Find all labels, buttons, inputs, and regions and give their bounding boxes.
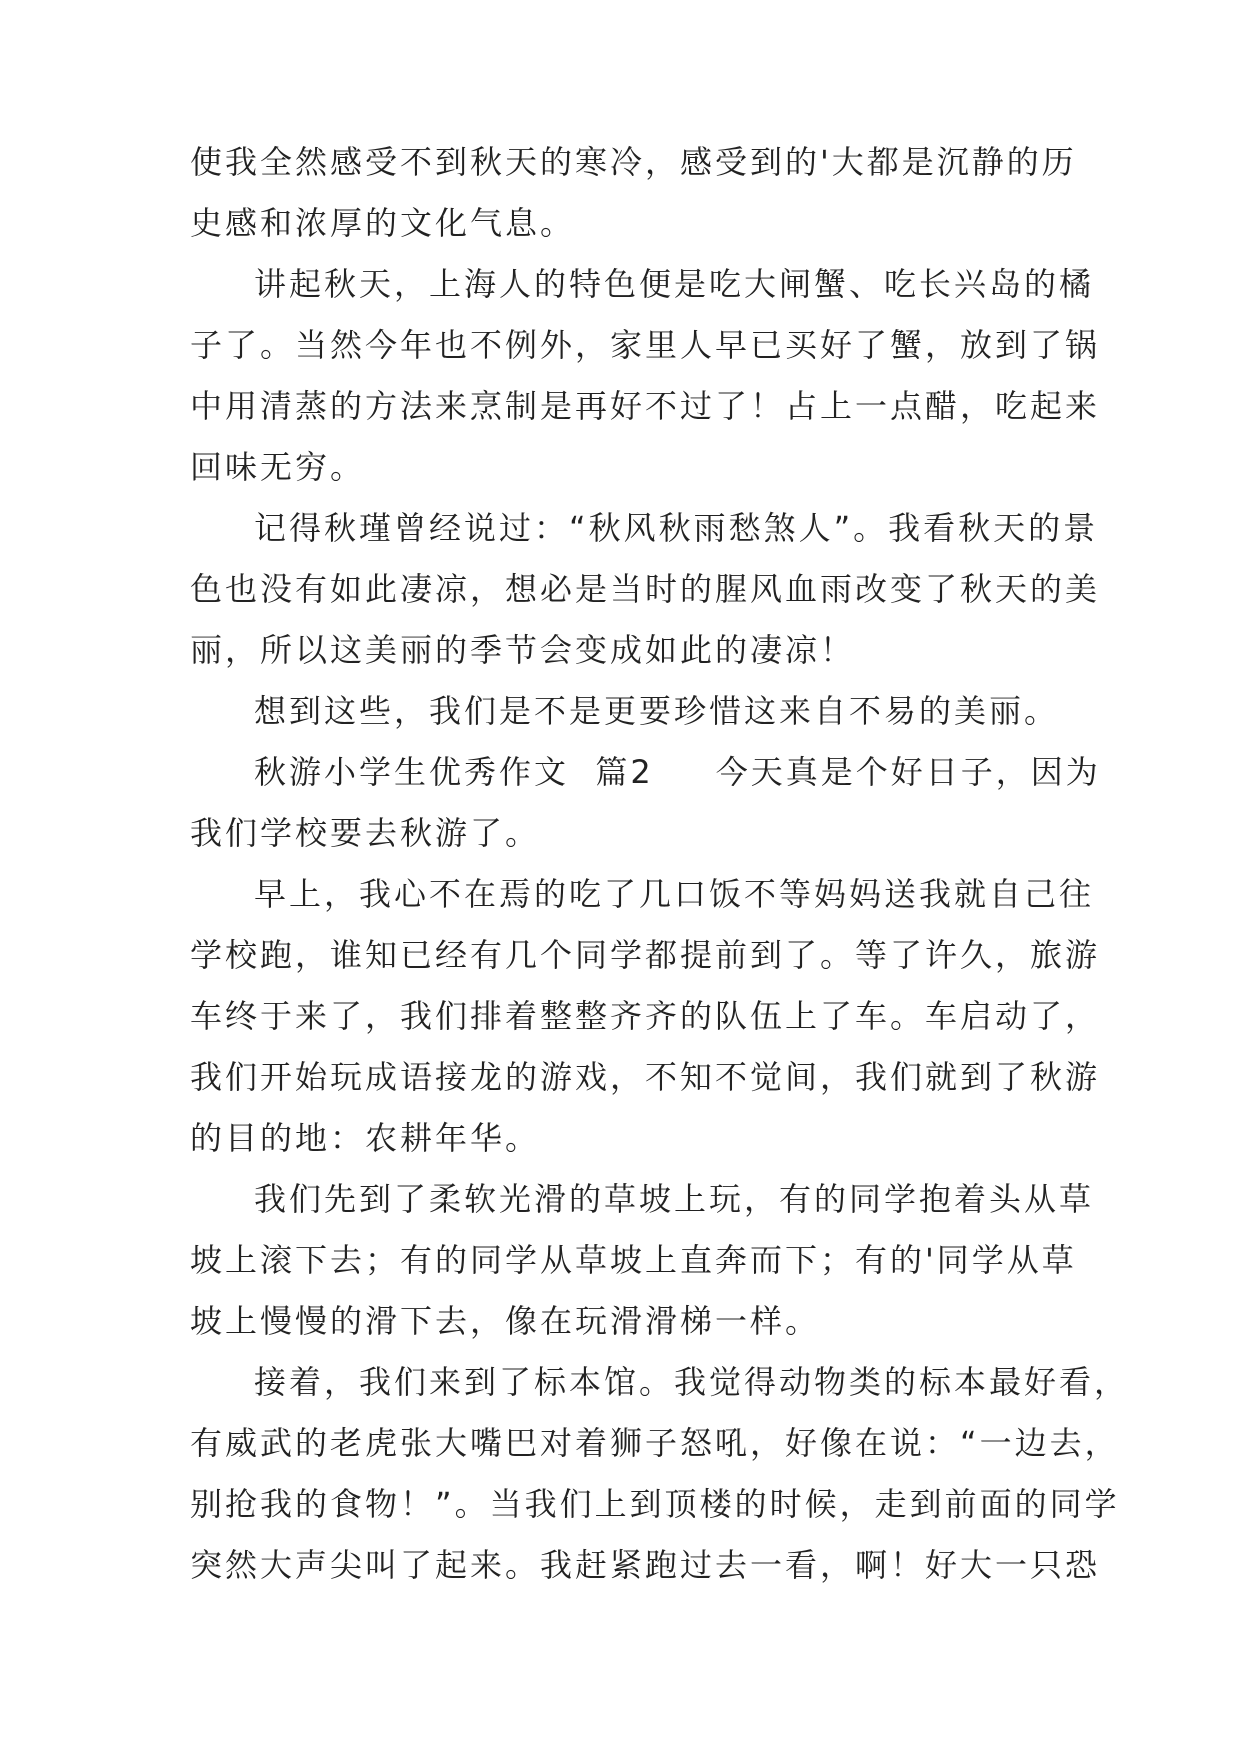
paragraph-8 <box>190 1352 1130 1596</box>
paragraph-7 <box>190 1169 1095 1352</box>
text-line: 使我全然感受不到秋天的寒冷，感受到的'大都是沉静的历 <box>190 143 1077 181</box>
text-line: 坡上慢慢的滑下去，像在玩滑滑梯一样。 <box>190 1302 821 1340</box>
essay-title-line <box>190 742 1101 803</box>
essay-body <box>190 132 1130 1596</box>
paragraph-1 <box>190 132 1077 254</box>
text-line: 接着，我们来到了标本馆。我觉得动物类的标本最好看， <box>254 1363 1130 1401</box>
text-line: 讲起秋天，上海人的特色便是吃大闸蟹、吃长兴岛的橘 <box>254 265 1095 303</box>
text-line: 记得秋瑾曾经说过：“秋风秋雨愁煞人”。我看秋天的景 <box>254 509 1099 547</box>
text-line: 突然大声尖叫了起来。我赶紧跑过去一看，啊！好大一只恐 <box>190 1546 1101 1584</box>
text-line: 子了。当然今年也不例外，家里人早已买好了蟹，放到了锅 <box>190 326 1101 364</box>
text-line: 我们开始玩成语接龙的游戏，不知不觉间，我们就到了秋游 <box>190 1058 1101 1096</box>
text-line: 早上，我心不在焉的吃了几口饭不等妈妈送我就自己往 <box>254 875 1095 913</box>
text-line: 车终于来了，我们排着整整齐齐的队伍上了车。车启动了， <box>190 997 1101 1035</box>
text-line: 我们学校要去秋游了。 <box>190 814 541 852</box>
paragraph-3 <box>190 498 1101 681</box>
essay-title: 秋游小学生优秀作文 篇2 <box>254 753 654 791</box>
text-line: 丽，所以这美丽的季节会变成如此的凄凉！ <box>190 631 856 669</box>
text-line: 有威武的老虎张大嘴巴对着狮子怒吼，好像在说：“一边去， <box>190 1424 1120 1462</box>
text-line: 的目的地：农耕年华。 <box>190 1119 541 1157</box>
text-line: 想到这些，我们是不是更要珍惜这来自不易的美丽。 <box>254 692 1060 730</box>
text-line: 我们先到了柔软光滑的草坡上玩，有的同学抱着头从草 <box>254 1180 1095 1218</box>
paragraph-4 <box>190 681 1060 742</box>
text-line: 色也没有如此凄凉，想必是当时的腥风血雨改变了秋天的美 <box>190 570 1101 608</box>
text-line: 学校跑，谁知已经有几个同学都提前到了。等了许久，旅游 <box>190 936 1101 974</box>
text-line: 回味无穷。 <box>190 448 366 486</box>
text-line: 中用清蒸的方法来烹制是再好不过了！占上一点醋，吃起来 <box>190 387 1101 425</box>
text-line: 别抢我的食物！”。当我们上到顶楼的时候，走到前面的同学 <box>190 1485 1120 1523</box>
text-line-start: 今天真是个好日子，因为 <box>715 753 1101 791</box>
paragraph-6 <box>190 864 1101 1169</box>
paragraph-5 <box>190 742 1101 864</box>
text-line: 坡上滚下去；有的同学从草坡上直奔而下；有的'同学从草 <box>190 1241 1077 1279</box>
paragraph-2 <box>190 254 1101 498</box>
text-line: 史感和浓厚的文化气息。 <box>190 204 576 242</box>
